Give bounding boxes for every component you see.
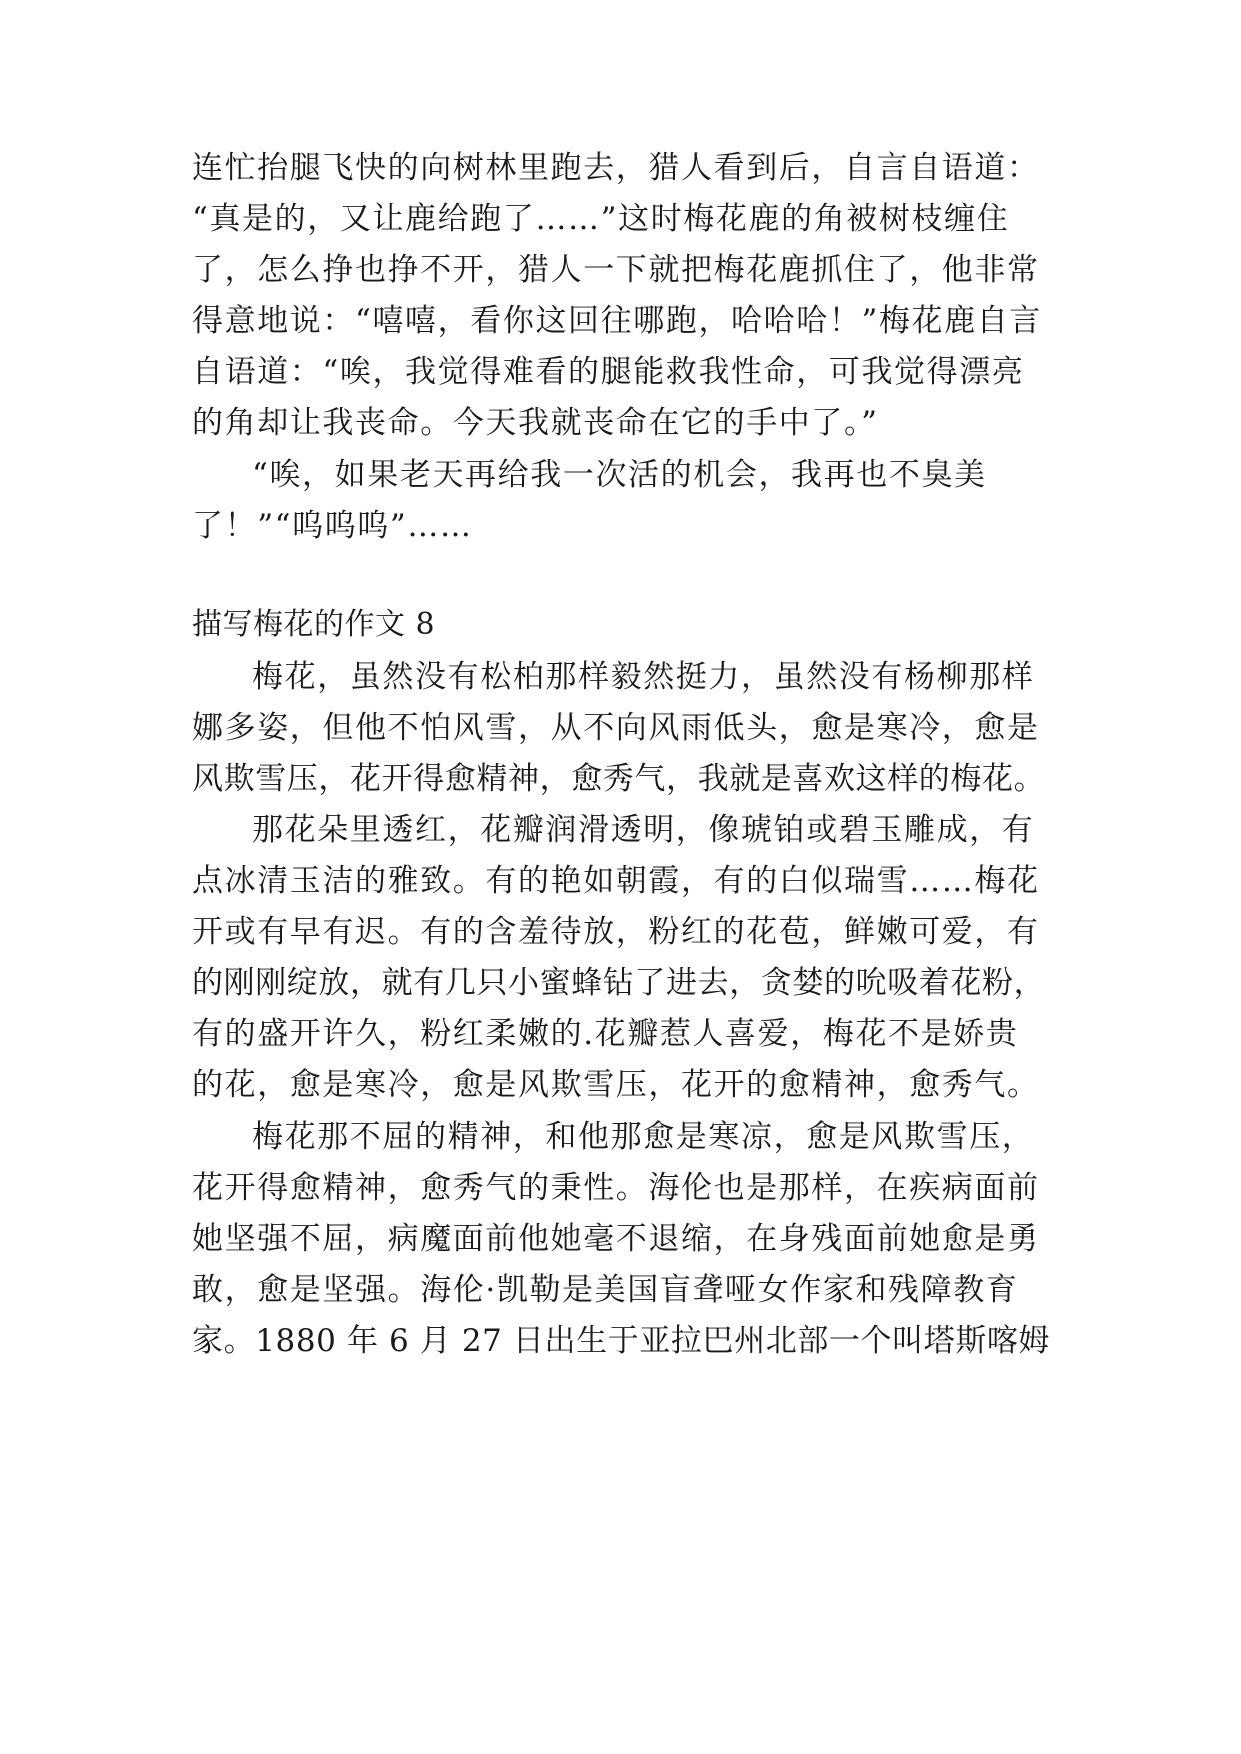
text-line: 的刚刚绽放，就有几只小蜜蜂钻了进去，贪婪的吮吸着花粉， [192, 965, 1046, 1001]
text-line: 开或有早有迟。有的含羞待放，粉红的花苞，鲜嫩可爱，有 [192, 914, 1040, 950]
text-line: 了，怎么挣也挣不开，猎人一下就把梅花鹿抓住了，他非常 [192, 252, 1040, 288]
text-line: 自语道：“唉，我觉得难看的腿能救我性命，可我觉得漂亮 [192, 354, 1025, 390]
section-title: 描写梅花的作文 8 [192, 607, 436, 642]
text-line: 家。1880 年 6 月 27 日出生于亚拉巴州北部一个叫塔斯喀姆 [192, 1323, 1051, 1359]
text-line: 点冰清玉洁的雅致。有的艳如朝霞，有的白似瑞雪……梅花 [192, 863, 1040, 899]
text-line: 的角却让我丧命。今天我就丧命在它的手中了。” [192, 405, 879, 441]
text-line: 那花朵里透红，花瓣润滑透明，像琥铂或碧玉雕成，有 [252, 812, 1035, 848]
text-line: 连忙抬腿飞快的向树林里跑去，猎人看到后，自言自语道： [192, 150, 1040, 186]
text-line: 敢，愈是坚强。海伦·凯勒是美国盲聋哑女作家和残障教育 [192, 1272, 1019, 1308]
text-line: 花开得愈精神，愈秀气的秉性。海伦也是那样，在疾病面前 [192, 1170, 1040, 1206]
text-line: “真是的，又让鹿给跑了……”这时梅花鹿的角被树枝缠住 [192, 201, 1010, 237]
text-line: 风欺雪压，花开得愈精神，愈秀气，我就是喜欢这样的梅花。 [192, 761, 1046, 797]
text-line: 有的盛开许久，粉红柔嫩的.花瓣惹人喜爱，梅花不是娇贵 [192, 1016, 1019, 1052]
text-line: 梅花，虽然没有松柏那样毅然挺力，虽然没有杨柳那样 [252, 659, 1035, 695]
text-line: 娜多姿，但他不怕风雪，从不向风雨低头，愈是寒冷，愈是 [192, 710, 1040, 746]
text-line: 得意地说：“嘻嘻，看你这回往哪跑，哈哈哈！”梅花鹿自言 [192, 303, 1042, 339]
text-line: 梅花那不屈的精神，和他那愈是寒凉，愈是风欺雪压， [252, 1119, 1035, 1155]
text-line: “唉，如果老天再给我一次活的机会，我再也不臭美 [252, 457, 987, 493]
text-line: 她坚强不屈，病魔面前他她毫不退缩，在身残面前她愈是勇 [192, 1221, 1040, 1257]
text-line: 的花，愈是寒冷，愈是风欺雪压，花开的愈精神，愈秀气。 [192, 1067, 1040, 1103]
text-line: 了！”“呜呜呜”…… [192, 508, 473, 544]
